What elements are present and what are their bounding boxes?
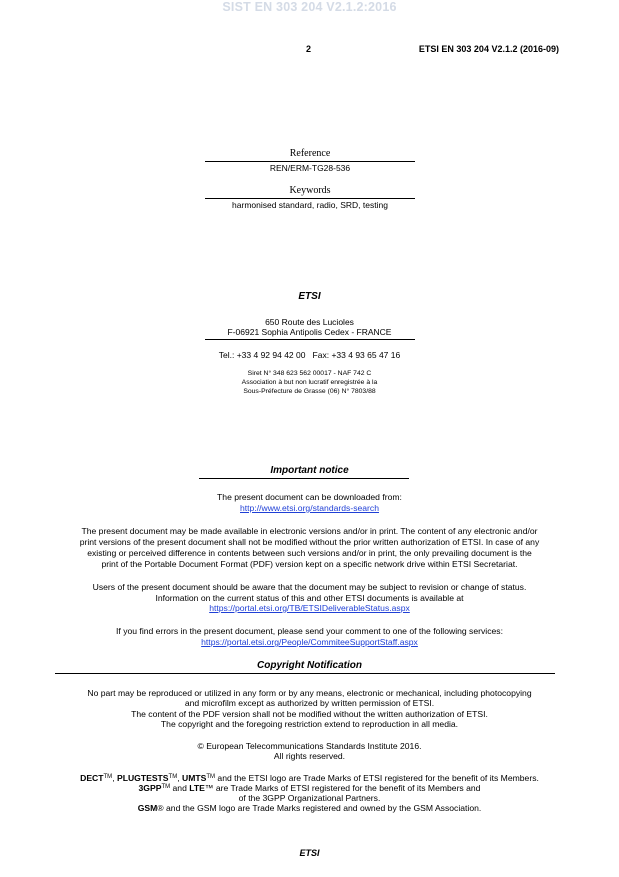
download-text: The present document can be downloaded from: [217, 492, 402, 502]
registration-line-1: Siret N° 348 623 562 00017 - NAF 742 C [247, 370, 372, 377]
reference-label: Reference [289, 148, 331, 159]
tm-mark: TM [206, 774, 216, 780]
address-divider [205, 339, 415, 340]
reference-divider [205, 161, 415, 162]
trademark-line-4 [0, 803, 619, 814]
trademark-comma-1: , [112, 773, 117, 783]
document-identifier: ETSI EN 303 204 V2.1.2 (2016-09) [418, 44, 559, 54]
notice-para1-line2: print versions of the present document shall not be modified without the prior written authorization of ETSI. In case of any [79, 537, 540, 547]
trademark-gsm: GSM [137, 803, 158, 813]
keywords-label: Keywords [289, 185, 331, 196]
notice-para1-line4: print of the Portable Document Format (PDF) version kept on a specific network drive within ETSI Secretariat. [101, 559, 518, 569]
trademark-3gpp: 3GPP [138, 783, 162, 793]
trademark-comma-2: , [177, 773, 182, 783]
etsi-name: ETSI [298, 291, 321, 302]
copyright-line-2: and microfilm except as authorized by written permission of ETSI. [184, 698, 435, 708]
copyright-line-1: No part may be reproduced or utilized in any form or by any means, electronic or mechanical, including photocopying [87, 688, 532, 698]
trademark-line-1-text: and the ETSI logo are Trade Marks of ETSI registered for the benefit of its Members. [215, 773, 539, 783]
trademark-lte: LTE [189, 783, 205, 793]
watermark-text: SIST EN 303 204 V2.1.2:2016 [222, 0, 397, 14]
notice-para2-line2: Information on the current status of this and other ETSI documents is available at [155, 593, 464, 603]
copyright-divider [55, 673, 555, 674]
notice-para1-line1: The present document may be made available in electronic versions and/or in print. The content of any electronic and/or [81, 526, 538, 536]
tm-mark: TM [168, 774, 178, 780]
page-number: 2 [306, 44, 312, 54]
tm-glyph: ™ [204, 783, 214, 793]
tm-mark: TM [103, 774, 113, 780]
notice-para2-line1: Users of the present document should be aware that the document may be subject to revision or change of status. [92, 582, 527, 592]
reference-value: REN/ERM-TG28-536 [269, 163, 351, 173]
registered-mark: ® [157, 803, 164, 813]
trademark-dect: DECT [80, 773, 104, 783]
deliverable-status-link[interactable]: https://portal.etsi.org/TB/ETSIDeliverableStatus.aspx [209, 603, 410, 613]
address-line-2: F-06921 Sophia Antipolis Cedex - FRANCE [227, 327, 392, 337]
keywords-divider [205, 198, 415, 199]
download-link[interactable]: http://www.etsi.org/standards-search [240, 503, 379, 513]
trademark-and: and [170, 783, 190, 793]
copyright-line-3: The content of the PDF version shall not be modified without the written authorization of ETSI. [131, 709, 488, 719]
tm-mark: TM [161, 784, 171, 790]
notice-para3-line1: If you find errors in the present document, please send your comment to one of the following services: [116, 626, 503, 636]
registration-line-2: Association à but non lucratif enregistrée à la [241, 379, 378, 386]
support-staff-link[interactable]: https://portal.etsi.org/People/CommiteeSupportStaff.aspx [201, 637, 418, 647]
address-line-1: 650 Route des Lucioles [265, 317, 354, 327]
trademark-plugtests: PLUGTESTS [116, 773, 169, 783]
trademark-line-2 [0, 782, 619, 794]
copyright-title: Copyright Notification [257, 660, 362, 671]
trademark-line-3: of the 3GPP Organizational Partners. [238, 793, 381, 803]
copyright-holder-line-1: © European Telecommunications Standards Institute 2016. [197, 741, 422, 751]
registration-line-3: Sous-Préfecture de Grasse (06) N° 7803/88 [243, 388, 376, 395]
notice-para1-line3: existing or perceived difference in contents between such versions and/or in print, the only prevailing document is the [87, 548, 532, 558]
important-notice-title: Important notice [270, 465, 349, 476]
notice-divider [199, 478, 409, 479]
contact-line: Tel.: +33 4 92 94 42 00 Fax: +33 4 93 65 47 16 [218, 350, 401, 360]
keywords-value: harmonised standard, radio, SRD, testing [232, 200, 388, 210]
copyright-holder-line-2: All rights reserved. [273, 751, 346, 761]
copyright-line-4: The copyright and the foregoing restriction extend to reproduction in all media. [160, 719, 459, 729]
trademark-umts: UMTS [182, 773, 207, 783]
trademark-line-2-text: are Trade Marks of ETSI registered for the benefit of its Members and [213, 783, 481, 793]
trademark-line-4-text: and the GSM logo are Trade Marks registered and owned by the GSM Association. [163, 803, 482, 813]
footer-etsi: ETSI [299, 848, 320, 858]
